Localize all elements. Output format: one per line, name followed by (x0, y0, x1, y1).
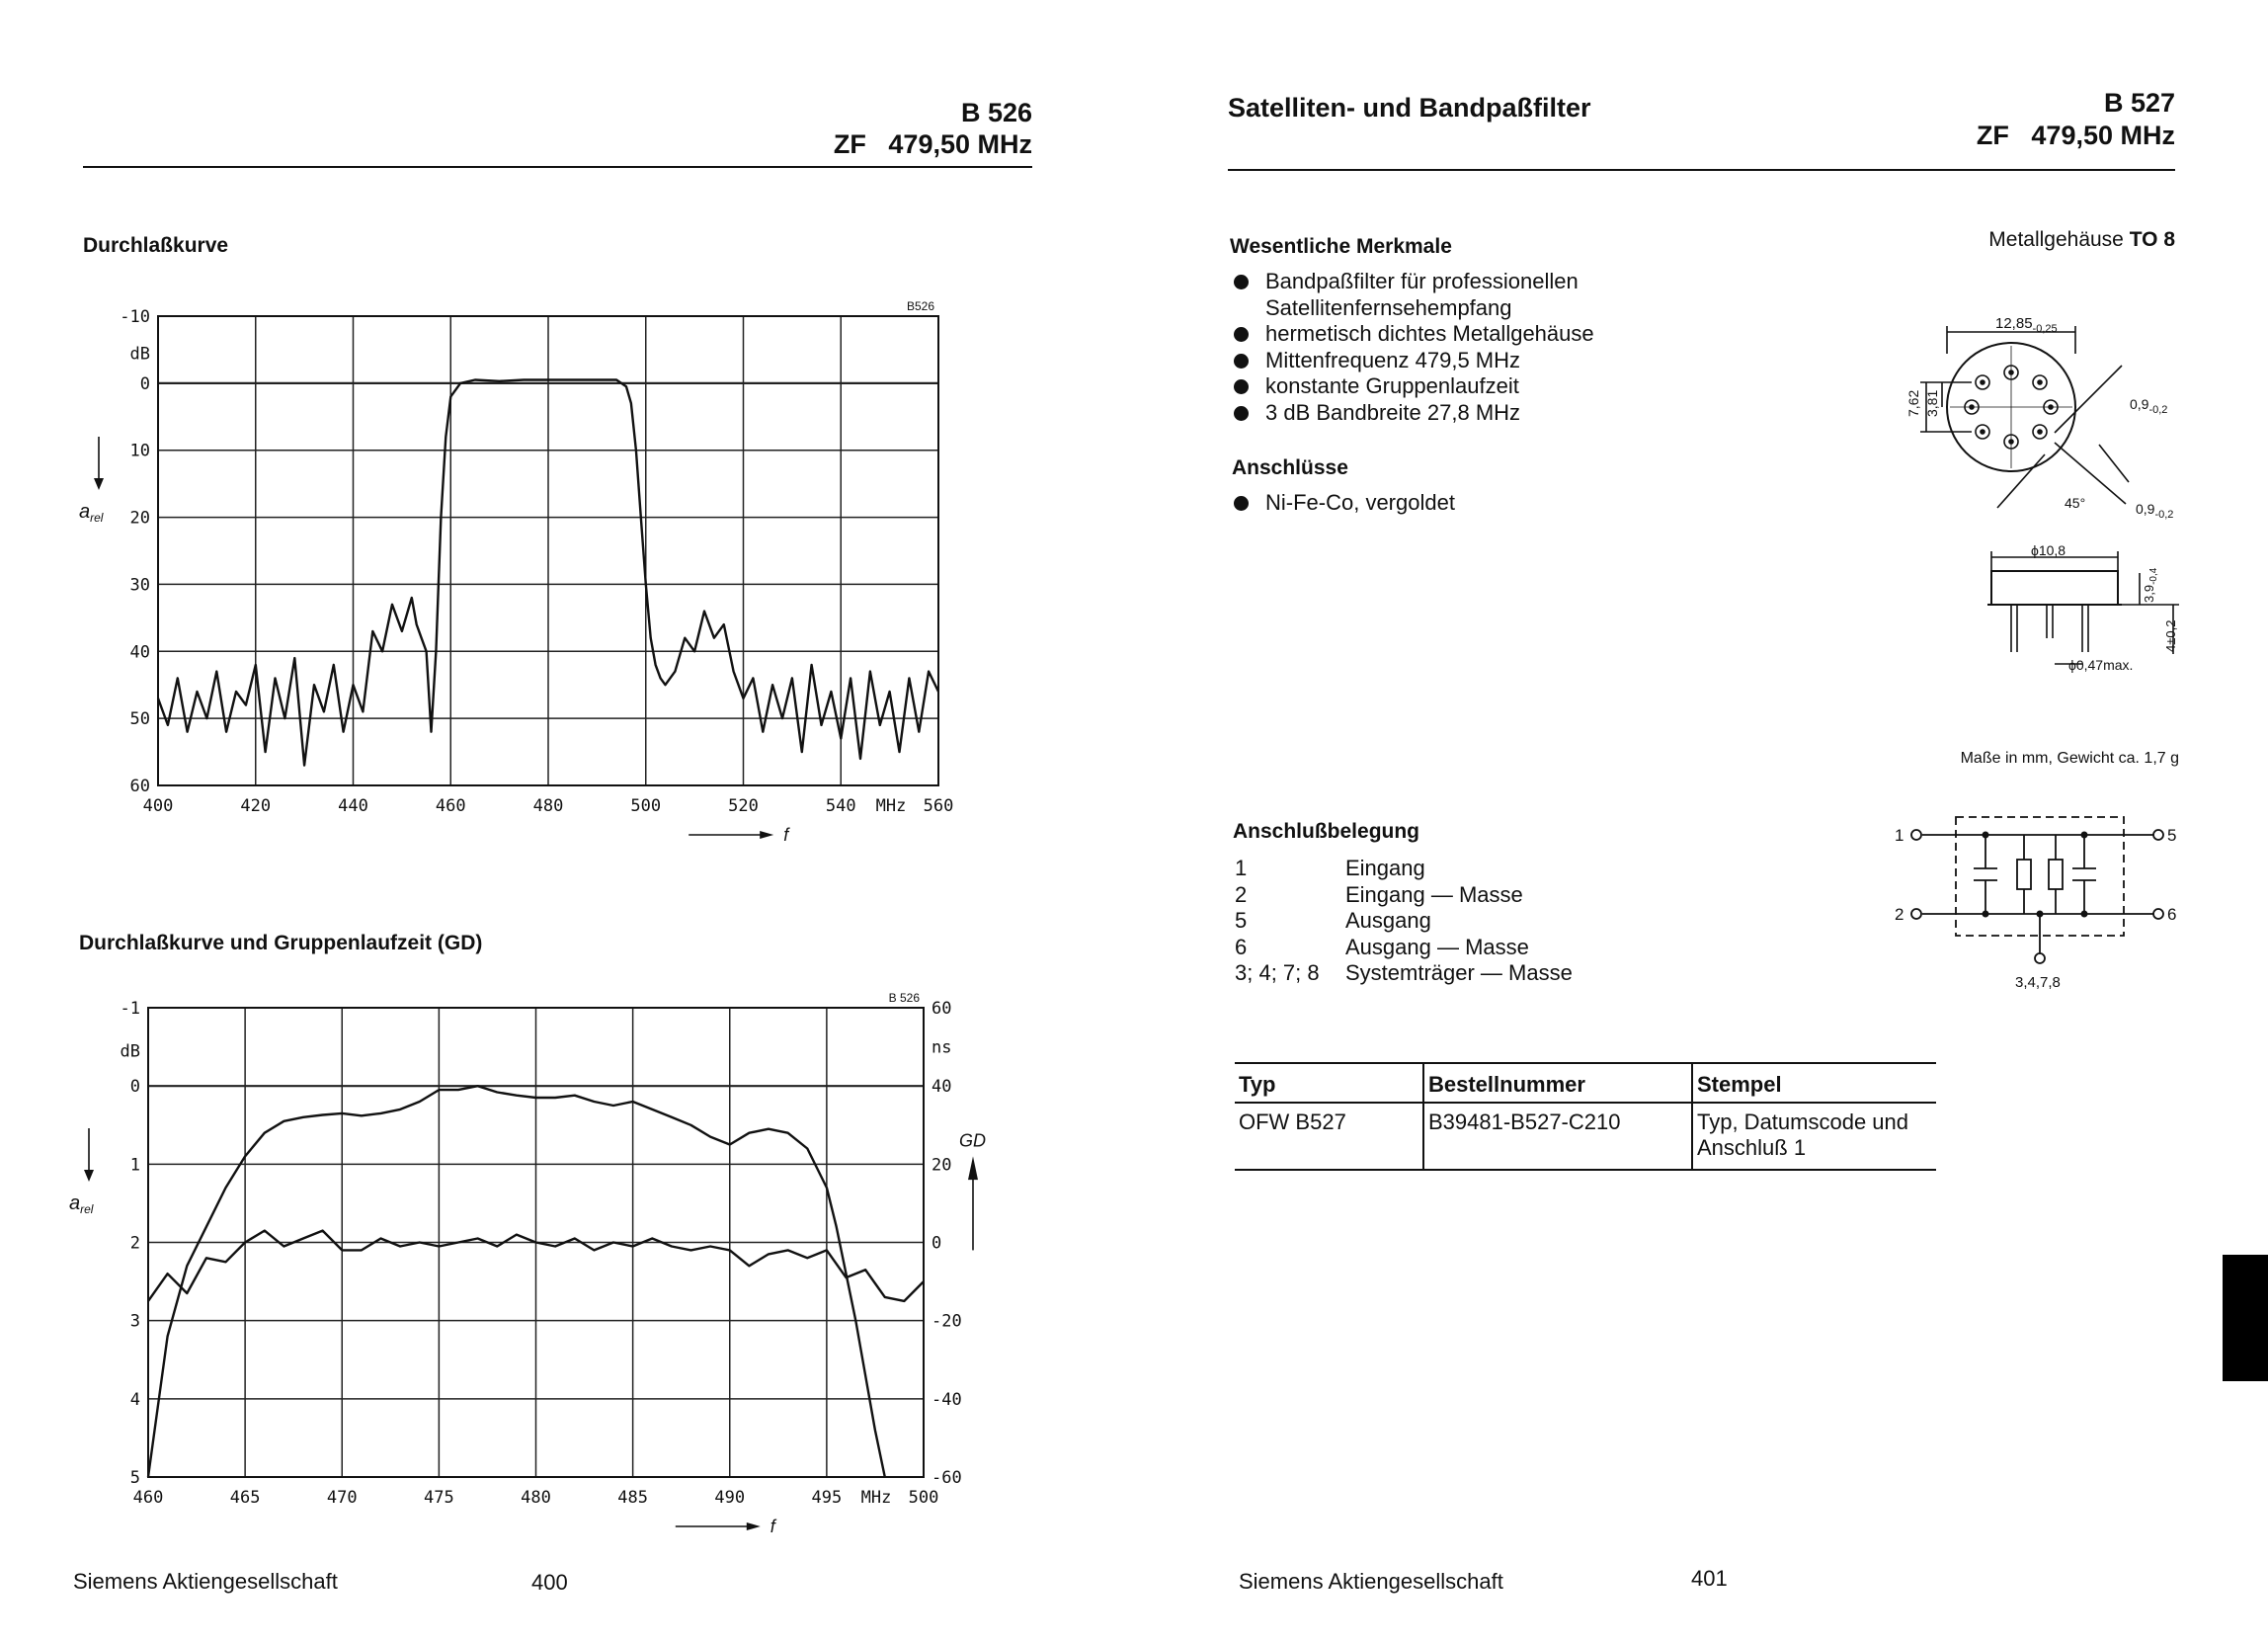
bullet-icon (1234, 275, 1249, 289)
pinout-row: 6 Ausgang — Masse (1235, 934, 1529, 959)
x-tick-label: 440 (338, 796, 368, 816)
y-tick-label: 40 (129, 642, 150, 663)
features-list (1230, 269, 1694, 426)
y-unit-label: dB (120, 1041, 140, 1062)
right-header-code: B 527 (2103, 88, 2175, 118)
col-typ: Typ (1235, 1063, 1423, 1103)
x-tick-label: 520 (728, 796, 759, 816)
y-tick-label: 1 (129, 1155, 140, 1176)
cell-stempel: Typ, Datumscode und Anschluß 1 (1692, 1103, 1936, 1170)
dims-note: Maße in mm, Gewicht ca. 1,7 g (1960, 750, 2179, 767)
x-axis-label: f (770, 1517, 775, 1536)
x-tick-label: 460 (435, 796, 466, 816)
x-tick-label: 560 (923, 796, 954, 816)
series-line-a-rel (148, 1086, 885, 1477)
schematic-pin2: 2 (1895, 905, 1904, 924)
cell-bestellnummer: B39481-B527-C210 (1423, 1103, 1692, 1170)
x-unit-label: MHz (860, 1488, 892, 1508)
x-tick-label: 480 (521, 1488, 551, 1508)
bullet-icon (1234, 379, 1249, 394)
dim-lead-diameter: ϕ0,47max. (2068, 657, 2134, 673)
x-tick-label: 500 (630, 796, 662, 816)
order-table (1235, 1062, 1936, 1171)
x-axis-arrowhead (747, 1522, 761, 1530)
chart-tag: B526 (906, 299, 934, 313)
x-tick-label: 475 (424, 1488, 454, 1508)
feature-item: hermetisch dichtes Metallgehäuse (1230, 321, 1694, 348)
dim-body-diameter: ϕ10,8 (2031, 542, 2066, 558)
x-tick-label: 495 (811, 1488, 843, 1508)
x-tick-label: 490 (714, 1488, 746, 1508)
x-tick-label: 465 (229, 1488, 261, 1508)
left-footer-company: Siemens Aktiengesellschaft (73, 1569, 338, 1594)
housing-label: Metallgehäuse TO 8 (1988, 228, 2175, 251)
x-axis-arrowhead (760, 831, 773, 839)
x-tick-label: 420 (240, 796, 272, 816)
order-table-header (1235, 1063, 1936, 1103)
schematic-pin5: 5 (2167, 826, 2177, 845)
y-tick-label: 3 (129, 1311, 140, 1332)
package-side-body (1991, 571, 2118, 605)
y2-tick-label: 40 (932, 1077, 952, 1098)
resonator-element (2017, 860, 2031, 889)
left-page-number: 400 (531, 1570, 568, 1595)
dim-pitch-a: 7,62 (1905, 389, 1921, 417)
connections-list (1230, 490, 1694, 517)
x-tick-label: 400 (142, 796, 174, 816)
pinout-table (1235, 856, 1573, 987)
y-axis-arrowhead (94, 478, 104, 490)
y-tick-label: 20 (129, 508, 150, 529)
right-page-title: Satelliten- und Bandpaßfilter (1228, 93, 1591, 123)
chart-tag: B 526 (888, 991, 920, 1005)
left-header-code: B 526 (960, 98, 1032, 127)
x-tick-label: 485 (617, 1488, 648, 1508)
connections-title: Anschlüsse (1232, 456, 1348, 479)
pinout-row: 3; 4; 7; 8 Systemträger — Masse (1235, 960, 1573, 985)
dim-pin-d1: $0,9_{-0,2}$ (2130, 396, 2168, 416)
page-edge-tab (2223, 1255, 2268, 1381)
schematic-pin6: 6 (2167, 905, 2177, 924)
right-header-subtitle: ZF 479,50 MHz (1976, 121, 2175, 150)
cell-typ: OFW B527 (1235, 1103, 1423, 1170)
y-tick-label: 10 (129, 441, 150, 461)
right-page-number: 401 (1691, 1566, 1728, 1591)
y-tick-label: -1 (120, 999, 140, 1019)
y-axis-arrowhead (84, 1170, 94, 1182)
y2-tick-label: 0 (932, 1233, 942, 1254)
dim-top-width: $12,85_{-0,25}$ (1995, 315, 2058, 335)
y-tick-label: -10 (120, 307, 150, 327)
left-header-subtitle: ZF 479,50 MHz (833, 129, 1032, 159)
dim-angle: 45° (2065, 495, 2086, 511)
package-drawing (1906, 306, 2193, 682)
pinout-row: 1 Eingang (1235, 856, 1425, 880)
col-stempel: Stempel (1692, 1063, 1936, 1103)
table-row (1235, 1103, 1936, 1170)
resonator-element (2049, 860, 2063, 889)
y2-tick-label: 60 (932, 999, 952, 1019)
bullet-icon (1234, 327, 1249, 342)
y2-tick-label: -60 (932, 1468, 962, 1488)
y-tick-label: 30 (129, 575, 150, 596)
x-tick-label: 460 (132, 1488, 164, 1508)
y-axis-label: $a_{rel}$ (69, 1192, 94, 1216)
y2-axis-label: GD (959, 1130, 986, 1151)
pinout-row: 2 Eingang — Masse (1235, 881, 1523, 907)
left-section2-title: Durchlaßkurve und Gruppenlaufzeit (GD) (79, 932, 483, 954)
y-tick-label: 60 (129, 777, 150, 796)
left-section1-title: Durchlaßkurve (83, 234, 229, 257)
dim-pin-d2: $0,9_{-0,2}$ (2136, 501, 2174, 521)
filter-schematic (1887, 805, 2183, 1003)
bullet-icon (1234, 496, 1249, 511)
y2-tick-label: -20 (932, 1311, 962, 1332)
y-tick-label: 0 (129, 1077, 140, 1098)
y-tick-label: 50 (129, 709, 150, 730)
features-title: Wesentliche Merkmale (1230, 235, 1452, 258)
dim-lead-length: 4±0,2 (2163, 619, 2178, 652)
x-tick-label: 480 (532, 796, 564, 816)
y-axis-label: $a_{rel}$ (79, 501, 104, 525)
left-header-rule (83, 166, 1032, 168)
chart-b526 (79, 296, 988, 850)
pinout-row: 5 Ausgang (1235, 908, 1431, 933)
y-tick-label: 0 (139, 373, 150, 394)
x-unit-label: MHz (875, 796, 907, 816)
dim-height: $3,9_{-0,4}$ (2142, 567, 2159, 603)
right-header-rule (1228, 169, 2175, 171)
y2-unit-label: ns (932, 1037, 952, 1058)
feature-item: 3 dB Bandbreite 27,8 MHz (1230, 400, 1694, 427)
col-bestellnummer: Bestellnummer (1423, 1063, 1692, 1103)
feature-item: Bandpaßfilter für professionellen Satellitenfernsehempfang (1230, 269, 1694, 321)
feature-item: konstante Gruppenlaufzeit (1230, 373, 1694, 400)
y-unit-label: dB (129, 344, 150, 365)
bullet-icon (1234, 354, 1249, 369)
pinout-title: Anschlußbelegung (1233, 820, 1419, 843)
x-tick-label: 540 (825, 796, 856, 816)
y-tick-label: 4 (129, 1389, 140, 1410)
connection-item: Ni-Fe-Co, vergoldet (1230, 490, 1694, 517)
right-footer-company: Siemens Aktiengesellschaft (1239, 1569, 1503, 1594)
y-tick-label: 2 (129, 1233, 140, 1254)
y2-axis-arrowhead (968, 1156, 978, 1180)
x-tick-label: 470 (326, 1488, 358, 1508)
y2-tick-label: 20 (932, 1155, 952, 1176)
x-axis-label: f (783, 825, 789, 845)
x-tick-label: 500 (908, 1488, 939, 1508)
schematic-pin1: 1 (1895, 826, 1904, 845)
chart-b526-gd (69, 988, 1027, 1561)
schematic-ground-pins: 3,4,7,8 (2015, 974, 2061, 991)
y-tick-label: 5 (129, 1468, 140, 1488)
feature-item: Mittenfrequenz 479,5 MHz (1230, 348, 1694, 374)
dim-pitch-b: 3,81 (1924, 389, 1940, 417)
y2-tick-label: -40 (932, 1389, 962, 1410)
bullet-icon (1234, 406, 1249, 421)
